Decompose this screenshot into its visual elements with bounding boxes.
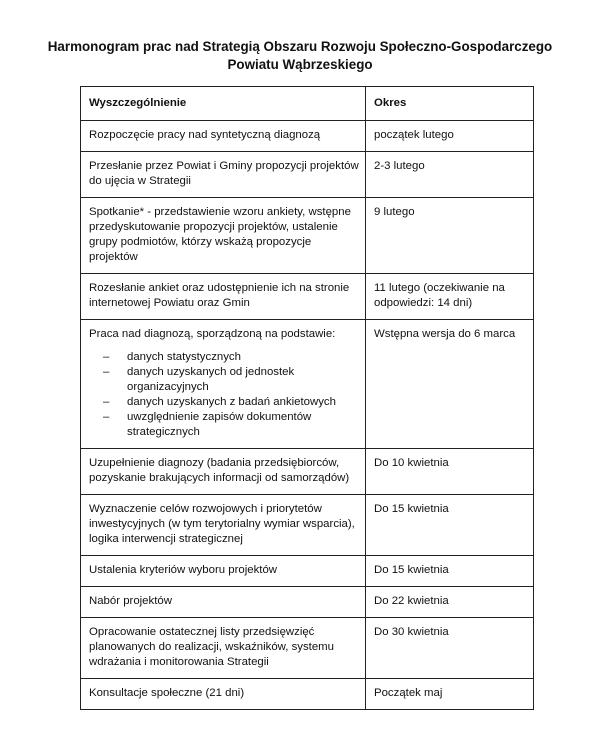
row-period: Wstępna wersja do 6 marca: [366, 320, 534, 449]
document-title-line2: Powiatu Wąbrzeskiego: [227, 57, 373, 72]
table-row: [81, 198, 534, 274]
row-item: Uzupełnienie diagnozy (badania przedsiębiorców, pozyskanie brakujących informacji od samorządów): [81, 449, 366, 495]
row-item-intro: Praca nad diagnozą, sporządzoną na podstawie:: [89, 328, 336, 340]
list-item: [103, 410, 359, 440]
list-item-text: danych uzyskanych z badań ankietowych: [127, 396, 336, 408]
row-item: Konsultacje społeczne (21 dni): [81, 679, 366, 710]
row-period: 11 lutego (oczekiwanie na odpowiedzi: 14 dni): [366, 274, 534, 320]
row-period: 9 lutego: [366, 198, 534, 274]
list-item: [103, 365, 359, 395]
dash-marker: –: [103, 366, 110, 378]
row-item: Wyznaczenie celów rozwojowych i priorytetów inwestycyjnych (w tym terytorialny wymiar wsparcia), logika interwencji strategicznej: [81, 495, 366, 556]
table-row: [81, 618, 534, 679]
table-row: [81, 274, 534, 320]
table-row: [81, 320, 534, 449]
document-title-line1: Harmonogram prac nad Strategią Obszaru Rozwoju Społeczno-Gospodarczego: [47, 39, 553, 54]
document-title: [0, 38, 600, 74]
row-period: Do 15 kwietnia: [366, 495, 534, 556]
row-period: Do 10 kwietnia: [366, 449, 534, 495]
table-row: [81, 152, 534, 198]
row-period: Do 30 kwietnia: [366, 618, 534, 679]
row-item: Spotkanie* - przedstawienie wzoru ankiety, wstępne przedyskutowanie propozycji projektów, ustalenie grupy podmiotów, którzy wskażą propozycje projektów: [81, 198, 366, 274]
list-item-text: danych uzyskanych od jednostek organizacyjnych: [127, 366, 295, 393]
table-row: [81, 495, 534, 556]
list-item-text: uwzględnienie zapisów dokumentów strategicznych: [127, 411, 312, 438]
table-row: [81, 679, 534, 710]
row-item: Przesłanie przez Powiat i Gminy propozycji projektów do ujęcia w Strategii: [81, 152, 366, 198]
row-item: Rozpoczęcie pracy nad syntetyczną diagnozą: [81, 121, 366, 152]
row-period: 2-3 lutego: [366, 152, 534, 198]
row-item: Ustalenia kryteriów wyboru projektów: [81, 556, 366, 587]
row-item: Opracowanie ostatecznej listy przedsięwzięć planowanych do realizacji, wskaźników, systemu wdrażania i monitorowania Strategii: [81, 618, 366, 679]
table-row: [81, 556, 534, 587]
header-cell-period: Okres: [366, 87, 534, 121]
schedule-table: [80, 86, 534, 710]
table-row: [81, 121, 534, 152]
row-item: [81, 320, 366, 449]
row-period: początek lutego: [366, 121, 534, 152]
dash-marker: –: [103, 411, 110, 423]
row-period: Do 22 kwietnia: [366, 587, 534, 618]
table-row: [81, 449, 534, 495]
dash-marker: –: [103, 351, 110, 363]
table-row: [81, 587, 534, 618]
header-cell-item: Wyszczególnienie: [81, 87, 366, 121]
diagnosis-sources-list: [89, 350, 359, 440]
row-period: Początek maj: [366, 679, 534, 710]
dash-marker: –: [103, 396, 110, 408]
table-header-row: [81, 87, 534, 121]
list-item: [103, 350, 359, 365]
row-item: Nabór projektów: [81, 587, 366, 618]
row-period: Do 15 kwietnia: [366, 556, 534, 587]
list-item-text: danych statystycznych: [127, 351, 241, 363]
list-item: [103, 395, 359, 410]
row-item: Rozesłanie ankiet oraz udostępnienie ich na stronie internetowej Powiatu oraz Gmin: [81, 274, 366, 320]
